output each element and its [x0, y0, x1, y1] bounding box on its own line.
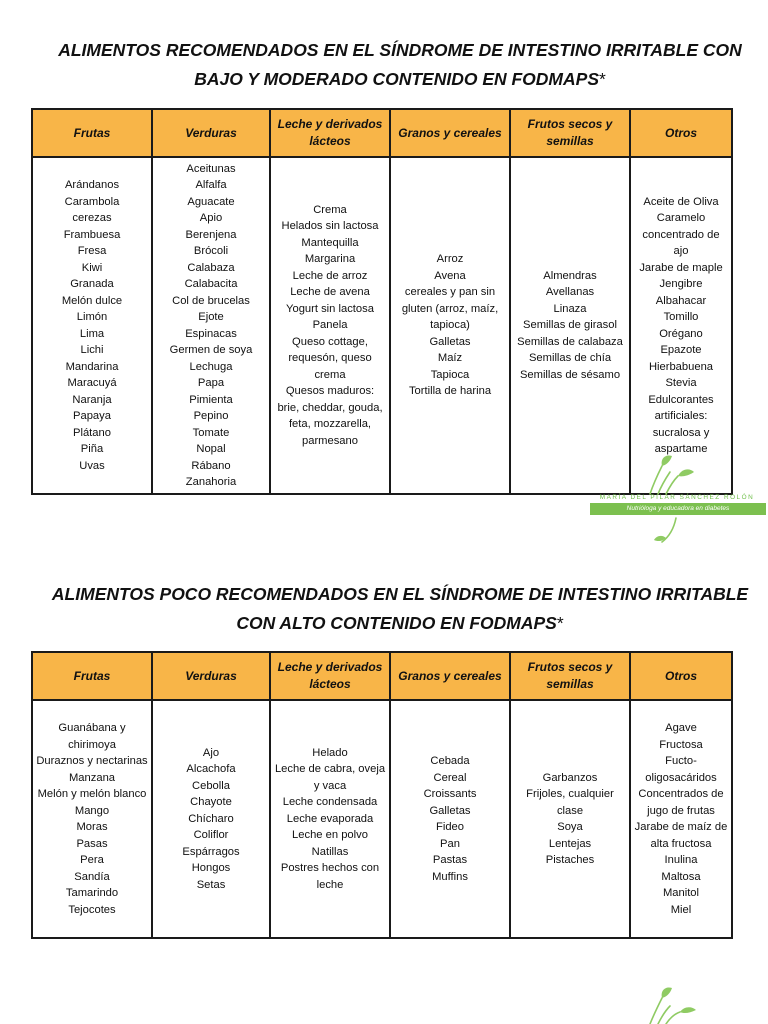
- table-row: [32, 157, 732, 494]
- list-item: cerezas: [72, 212, 112, 224]
- list-item: Pasas: [76, 837, 108, 850]
- table-header-row: [32, 652, 732, 700]
- list-item: Tejocotes: [68, 903, 116, 916]
- title-line-1: ALIMENTOS RECOMENDADOS EN EL SÍNDROME DE INTESTINO IRRITABLE CON: [58, 40, 742, 60]
- list-item: Linaza: [553, 302, 587, 315]
- nutritionist-logo: [566, 454, 766, 546]
- list-item: Manitol: [662, 887, 700, 899]
- list-item: Semillas de chía: [528, 352, 612, 365]
- list-item: Melón dulce: [61, 294, 123, 307]
- cell-granos: [390, 157, 510, 494]
- list-item: Naranja: [72, 393, 112, 406]
- list-item: Pan: [440, 837, 460, 850]
- header-frutas: Frutas: [32, 652, 152, 700]
- list-item: Semillas de sésamo: [519, 368, 621, 381]
- list-item: Frambuesa: [63, 228, 121, 241]
- list-item: Maíz: [437, 352, 463, 365]
- logo-name: MARÍA DEL PILAR SÁNCHEZ ROLÓN: [599, 494, 755, 501]
- list-item: Uvas: [79, 459, 105, 472]
- nutritionist-logo-bottom: [570, 984, 760, 1024]
- list-item: Concentrados de jugo de frutas: [638, 788, 724, 817]
- list-item: Manzana: [68, 771, 116, 784]
- list-item: Garbanzos: [542, 771, 598, 784]
- list-item: Yogurt sin lactosa: [286, 302, 374, 315]
- list-item: Lechuga: [189, 360, 233, 373]
- list-item: Helado: [312, 746, 348, 759]
- list-item: cereales y pan sin gluten (arroz, maíz, tapioca): [401, 286, 499, 332]
- cell-otros: [630, 157, 732, 494]
- list-item: Almendras: [543, 269, 597, 282]
- list-item: Arándanos: [64, 179, 120, 191]
- list-item: Melón y melón blanco: [37, 788, 147, 800]
- header-frutos-secos: Frutos secos y semillas: [510, 109, 630, 157]
- list-item: Rábano: [191, 459, 231, 472]
- list-item: Leche de arroz: [292, 269, 368, 282]
- list-item: Leche condensada: [282, 796, 378, 809]
- list-item: Croissants: [423, 788, 477, 800]
- list-item: Plátano: [73, 426, 111, 439]
- list-item: Tamarindo: [65, 887, 119, 899]
- list-item: Leche de avena: [290, 286, 370, 299]
- list-item: Stevia: [665, 377, 697, 389]
- logo-tagline: Nutrióloga y educadora en diabetes: [590, 503, 766, 515]
- list-item: Guanábana y chirimoya: [58, 722, 126, 751]
- title-line-2-text: BAJO Y MODERADO CONTENIDO EN FODMAPS: [194, 69, 599, 89]
- cell-verduras: [152, 157, 270, 494]
- header-granos: Granos y cereales: [390, 109, 510, 157]
- list-item: Chayote: [190, 796, 232, 809]
- title-line-1: ALIMENTOS POCO RECOMENDADOS EN EL SÍNDROME DE INTESTINO IRRITABLE: [51, 584, 749, 604]
- list-item: Natillas: [311, 845, 349, 858]
- title-line-2: [40, 609, 760, 638]
- list-item: Fucto-oligosacáridos: [645, 755, 717, 784]
- list-item: Setas: [196, 878, 226, 891]
- list-item: Cebolla: [192, 779, 230, 792]
- list-item: Zanahoria: [185, 476, 237, 488]
- list-item: Cereal: [433, 771, 467, 784]
- list-item: Apio: [199, 212, 223, 224]
- list-item: Ajo: [202, 746, 220, 759]
- cell-verduras: [152, 700, 270, 938]
- list-item: Carambola: [64, 195, 120, 208]
- list-item: Lima: [79, 327, 105, 340]
- list-item: Crema: [313, 203, 347, 216]
- list-item: Piña: [80, 443, 104, 455]
- list-item: Pistaches: [545, 854, 595, 866]
- list-item: Alfalfa: [195, 179, 227, 191]
- cell-granos: [390, 700, 510, 938]
- header-verduras: Verduras: [152, 652, 270, 700]
- sprout-logo-icon: [570, 984, 760, 1024]
- table-row: [32, 700, 732, 938]
- list-item: Jarabe de maíz de alta fructosa: [634, 821, 728, 850]
- not-recommended-foods-table: [31, 651, 733, 939]
- list-item: Quesos maduros: brie, cheddar, gouda, feta, mozzarella, parmesano: [277, 385, 383, 447]
- list-item: Maracuyá: [67, 377, 117, 389]
- list-item: Tapioca: [430, 368, 470, 381]
- list-item: Postres hechos con leche: [280, 862, 380, 891]
- list-item: Lichi: [80, 344, 104, 356]
- list-item: Agave: [665, 722, 697, 734]
- list-item: Tomate: [192, 426, 230, 439]
- list-item: Papaya: [73, 410, 111, 422]
- list-item: Moras: [76, 821, 108, 833]
- list-item: Duraznos y nectarinas: [36, 755, 148, 767]
- list-item: Albahacar: [655, 294, 707, 307]
- list-item: Fresa: [77, 245, 107, 257]
- list-item: Jarabe de maple: [639, 261, 723, 274]
- list-item: Queso cottage, requesón, queso crema: [288, 335, 372, 381]
- list-item: Soya: [557, 821, 583, 833]
- list-item: Frijoles, cualquier clase: [526, 788, 614, 817]
- recommended-foods-table: [31, 108, 733, 495]
- list-item: Col de brucelas: [172, 294, 250, 307]
- list-item: Espárragos: [182, 845, 240, 858]
- list-item: Calabacita: [184, 278, 238, 290]
- cell-lacteos: [270, 700, 390, 938]
- list-item: Leche en polvo: [292, 829, 368, 842]
- list-item: Pastas: [432, 854, 468, 866]
- list-item: Margarina: [304, 253, 356, 266]
- list-item: Jengibre: [659, 278, 703, 290]
- list-item: Papa: [197, 377, 225, 389]
- list-item: Arroz: [436, 253, 464, 266]
- list-item: Avena: [434, 269, 466, 282]
- header-lacteos: Leche y derivados lácteos: [270, 652, 390, 700]
- list-item: Mantequilla: [301, 236, 359, 249]
- list-item: Nopal: [196, 443, 226, 455]
- list-item: concentrado de ajo: [642, 228, 720, 257]
- list-item: Muffins: [432, 870, 468, 883]
- list-item: Epazote: [660, 344, 702, 356]
- list-item: Mandarina: [65, 360, 119, 373]
- header-verduras: Verduras: [152, 109, 270, 157]
- header-otros: Otros: [630, 652, 732, 700]
- list-item: Hongos: [191, 862, 231, 875]
- list-item: Pera: [80, 854, 104, 866]
- list-item: Panela: [312, 319, 348, 332]
- title-asterisk: *: [556, 613, 564, 633]
- title-asterisk: *: [599, 69, 606, 89]
- list-item: Pimienta: [189, 393, 233, 406]
- list-item: Kiwi: [81, 261, 103, 274]
- list-item: Germen de soya: [169, 344, 253, 356]
- list-item: Granada: [70, 278, 114, 290]
- title-line-2: [40, 65, 760, 94]
- cell-frutas: [32, 700, 152, 938]
- header-frutos-secos: Frutos secos y semillas: [510, 652, 630, 700]
- list-item: Avellanas: [545, 286, 595, 299]
- list-item: Brócoli: [193, 245, 229, 257]
- list-item: Fructosa: [659, 738, 703, 751]
- table-header-row: [32, 109, 732, 157]
- list-item: Coliflor: [193, 829, 229, 842]
- list-item: Chícharo: [188, 812, 234, 825]
- list-item: Edulcorantes artificiales: sucralosa y aspartame: [648, 393, 714, 455]
- cell-frutos-secos: [510, 700, 630, 938]
- list-item: Ejote: [198, 311, 224, 323]
- list-item: Galletas: [429, 804, 471, 817]
- header-otros: Otros: [630, 109, 732, 157]
- list-item: Espinacas: [185, 327, 237, 340]
- list-item: Leche evaporada: [286, 812, 374, 825]
- list-item: Orégano: [659, 327, 703, 340]
- list-item: Alcachofa: [186, 763, 236, 776]
- list-item: Tortilla de harina: [408, 385, 492, 398]
- list-item: Hierbabuena: [648, 360, 714, 373]
- title-line-2-text: CON ALTO CONTENIDO EN FODMAPS: [236, 613, 557, 633]
- list-item: Lentejas: [548, 837, 592, 850]
- list-item: Galletas: [429, 335, 471, 348]
- cell-frutos-secos: [510, 157, 630, 494]
- list-item: Berenjena: [185, 228, 237, 241]
- list-item: Caramelo: [656, 212, 706, 224]
- list-item: Mango: [74, 804, 110, 817]
- list-item: Maltosa: [661, 870, 701, 883]
- list-item: Aceite de Oliva: [643, 195, 719, 208]
- list-item: Inulina: [664, 854, 698, 866]
- list-item: Cebada: [430, 755, 470, 767]
- list-item: Aceitunas: [186, 162, 236, 175]
- recommended-foods-title: [40, 36, 760, 94]
- cell-lacteos: [270, 157, 390, 494]
- header-lacteos: Leche y derivados lácteos: [270, 109, 390, 157]
- list-item: Aguacate: [187, 195, 235, 208]
- list-item: Leche de cabra, oveja y vaca: [274, 763, 386, 792]
- list-item: Semillas de calabaza: [517, 335, 623, 348]
- list-item: Miel: [670, 903, 692, 916]
- list-item: Fideo: [436, 821, 464, 833]
- list-item: Helados sin lactosa: [281, 220, 379, 233]
- list-item: Tomillo: [663, 311, 699, 323]
- cell-frutas: [32, 157, 152, 494]
- list-item: Semillas de girasol: [523, 319, 617, 332]
- cell-otros: [630, 700, 732, 938]
- not-recommended-foods-title: [40, 580, 760, 638]
- list-item: Sandía: [74, 870, 110, 883]
- header-granos: Granos y cereales: [390, 652, 510, 700]
- header-frutas: Frutas: [32, 109, 152, 157]
- list-item: Limón: [76, 311, 108, 323]
- list-item: Pepino: [193, 410, 229, 422]
- list-item: Calabaza: [187, 261, 235, 274]
